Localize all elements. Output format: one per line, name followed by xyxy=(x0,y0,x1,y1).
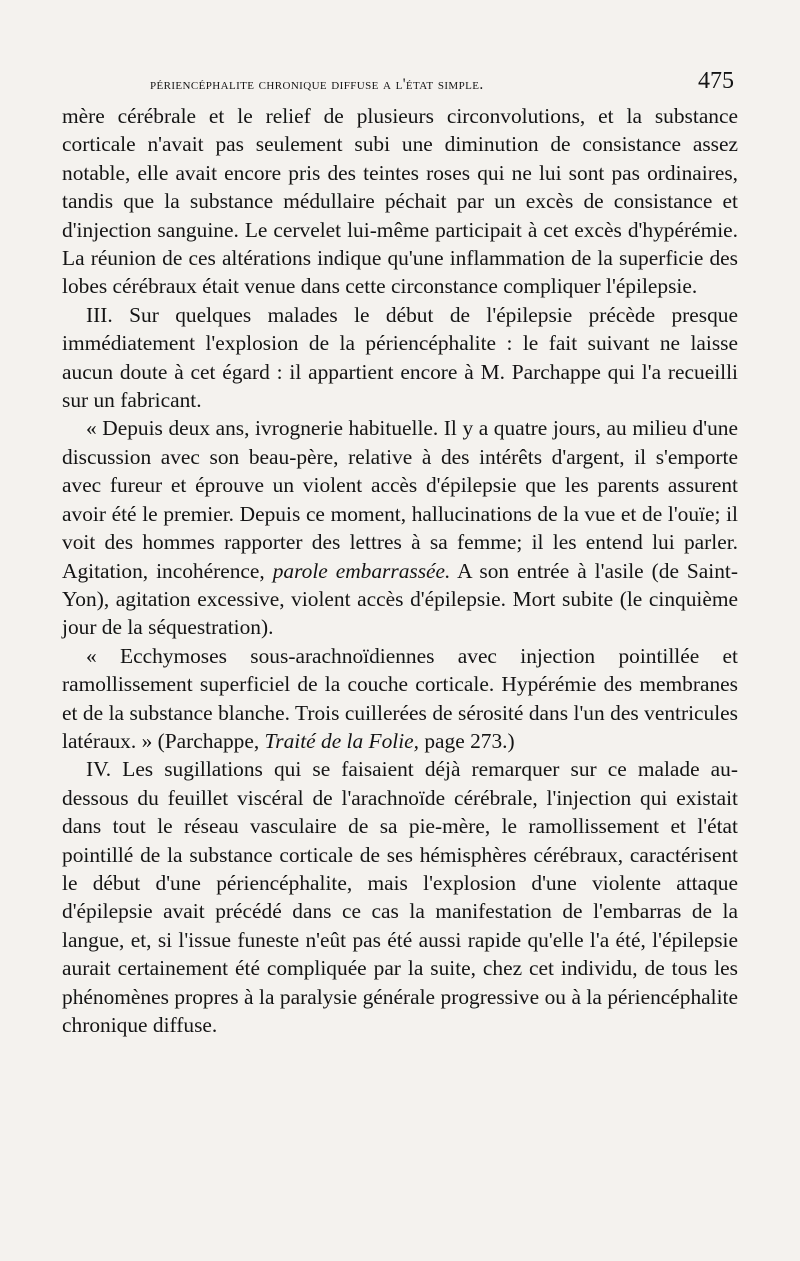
paragraph-text-part: A son entrée à l'asile (de Saint-Yon), agitation excessive, violent accès d'épilepsie. Mort subite (le cinquième jour de la séquestration). xyxy=(62,558,738,640)
paragraph-text: III. Sur quelques malades le début de l'épilepsie précède presque immédiatement l'explosion de la périencéphalite : le fait suivant ne laisse aucun doute à cet égard : il appartient encore à M. Parchappe qui l'a recueilli sur un fabricant. xyxy=(62,302,738,413)
italic-phrase: parole embarrassée. xyxy=(272,558,451,583)
paragraph-section-iii xyxy=(62,301,738,415)
running-title: périencéphalite chronique diffuse a l'état simple. xyxy=(150,76,484,93)
paragraph-continuation xyxy=(62,102,738,301)
paragraph-text-part: « Depuis deux ans, ivrognerie habituelle. Il y a quatre jours, au milieu d'une discussion avec son beau-père, relative à des intérêts d'argent, il s'emporte avec fureur et éprouve un violent accès d'épilepsie que les parents assurent avoir été le premier. Depuis ce moment, hallucinations de la vue et de l'ouïe; il voit des hommes rapporter des lettres à sa femme; il les entend lui parler. Agitation, incohérence, xyxy=(62,416,738,583)
paragraph-section-iv xyxy=(62,755,738,1039)
paragraph-text-part: « Ecchymoses sous-arachnoïdiennes avec injection pointillée et ramollissement superficiel de la couche corticale. Hypérémie des membranes et de la substance blanche. Trois cuillerées de sérosité dans l'un des ventricules latéraux. » (Parchappe, xyxy=(62,643,738,753)
running-head xyxy=(62,68,738,102)
body-text xyxy=(62,102,738,1039)
paragraph-case-history xyxy=(62,414,738,641)
italic-citation: Traité de la Folie, xyxy=(264,728,420,753)
paragraph-text: mère cérébrale et le relief de plusieurs circonvolutions, et la substance corticale n'avait pas seulement subi une diminution de consistance assez notable, elle avait encore pris des teintes roses qui ne lui sont pas ordinaires, tandis que la substance médullaire péchait par un excès de consistance et d'injection sanguine. Le cervelet lui-même participait à cet excès d'hypérémie. La réunion de ces altérations indique qu'une inflammation de la superficie des lobes cérébraux était venue dans cette circonstance compliquer l'épilepsie. xyxy=(62,104,738,299)
paragraph-text-part: page 273.) xyxy=(419,728,515,753)
page-number: 475 xyxy=(698,68,734,94)
paragraph-autopsy xyxy=(62,642,738,756)
paragraph-text: IV. Les sugillations qui se faisaient déjà remarquer sur ce malade au-dessous du feuillet viscéral de l'arachnoïde cérébrale, l'injection qui existait dans tout le réseau vasculaire de sa pie-mère, le ramollissement et l'état pointillé de la substance corticale de ses hémisphères cérébraux, caractérisent le début d'une périencéphalite, mais l'explosion d'une violente attaque d'épilepsie avait précédé dans ce cas la manifestation de l'embarras de la langue, et, si l'issue funeste n'eût pas été aussi rapide qu'elle l'a été, l'épilepsie aurait certainement été compliquée par la suite, chez cet individu, de tous les phénomènes propres à la paralysie générale progressive ou à la périencéphalite chronique diffuse. xyxy=(62,757,738,1037)
